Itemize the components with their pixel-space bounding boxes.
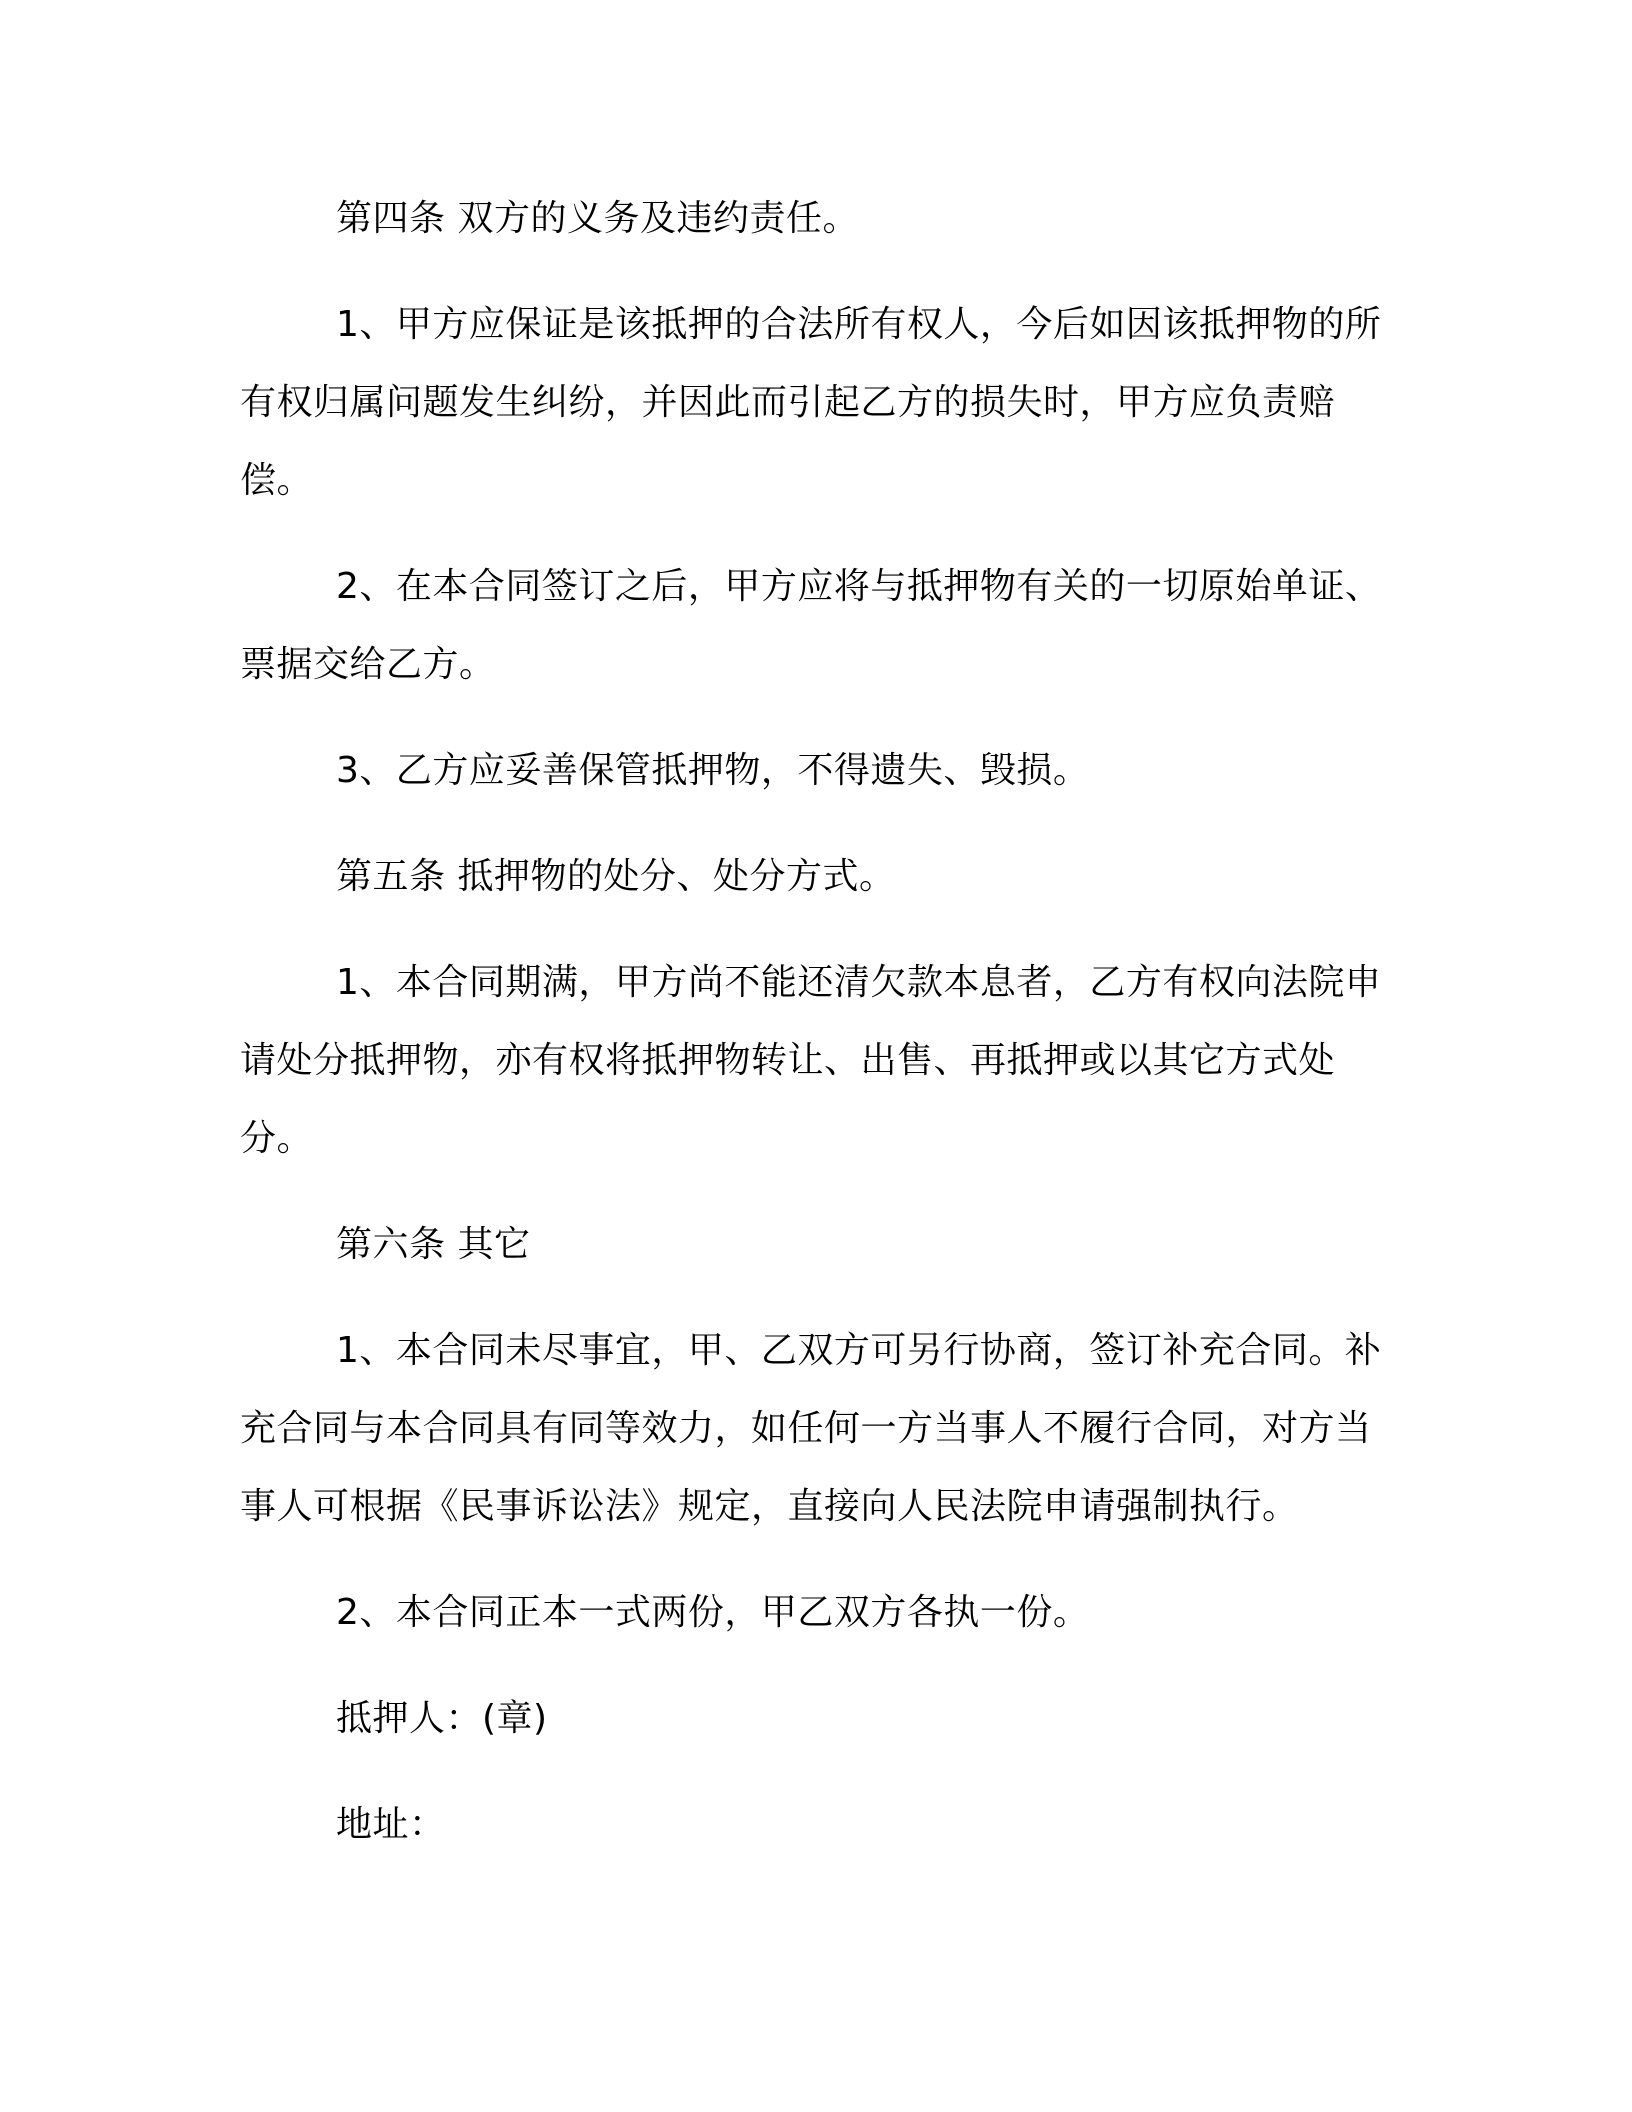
article-6-clause-2: 2、本合同正本一式两份，甲乙双方各执一份。 [336, 1592, 1090, 1633]
article-4-heading: 第四条 双方的义务及违约责任。 [336, 198, 859, 239]
article-5-heading: 第五条 抵押物的处分、处分方式。 [336, 856, 896, 897]
mortgagor-signature-line: 抵押人：(章) [336, 1698, 548, 1739]
article-5-clause-1: 1、本合同期满，甲方尚不能还清欠款本息者，乙方有权向法院申请处分抵押物，亦有权将抵押物转让、出售、再抵押或以其它方式处分。 [240, 962, 1382, 1159]
article-4-clause-1: 1、甲方应保证是该抵押的合法所有权人，今后如因该抵押物的所有权归属问题发生纠纷，并因此而引起乙方的损失时，甲方应负责赔偿。 [240, 304, 1382, 501]
article-6-clause-1: 1、本合同未尽事宜，甲、乙双方可另行协商，签订补充合同。补充合同与本合同具有同等效力，如任何一方当事人不履行合同，对方当事人可根据《民事诉讼法》规定，直接向人民法院申请强制执行。 [240, 1330, 1382, 1527]
address-line: 地址： [336, 1804, 446, 1845]
article-6-heading: 第六条 其它 [336, 1224, 531, 1265]
article-4-clause-3: 3、乙方应妥善保管抵押物，不得遗失、毁损。 [336, 750, 1090, 791]
document-body [240, 180, 1400, 1892]
article-4-clause-2: 2、在本合同签订之后，甲方应将与抵押物有关的一切原始单证、票据交给乙方。 [240, 566, 1382, 685]
